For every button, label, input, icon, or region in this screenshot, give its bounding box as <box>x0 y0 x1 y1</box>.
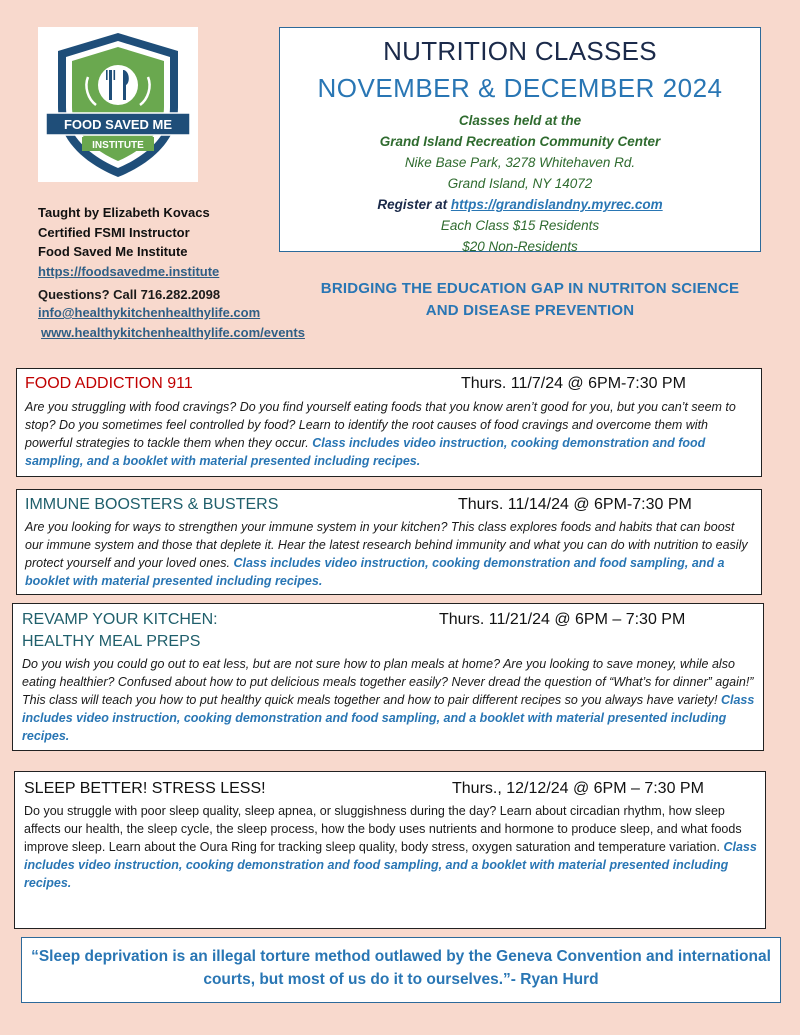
address-line-2: Grand Island, NY 14072 <box>447 176 593 191</box>
tagline <box>270 278 790 322</box>
class-description-text: Are you struggling with food cravings? Do you find yourself eating foods that you know aren’t good for you, but you can’t seem to stop? Do you sometimes feel controlled by food? Learn to identify the root causes of food cravings and overcome them with powerful strategies to tackle them when they occur. <box>25 400 736 450</box>
venue-info <box>280 110 760 257</box>
class-description-text: Are you looking for ways to strengthen your immune system in your kitchen? This class explores foods and habits that can boost our immune system and those that deplete it. Hear the latest research behind immunity and what you can do with nutrition to easily protect yourself and your loved ones. <box>25 520 748 570</box>
price-non-residents: $20 Non-Residents <box>462 239 578 254</box>
venue-name: Grand Island Recreation Community Center <box>379 134 661 149</box>
address-line-1: Nike Base Park, 3278 Whitehaven Rd. <box>404 155 636 170</box>
class-description-text: Do you struggle with poor sleep quality, sleep apnea, or sluggishness during the day? Learn about circadian rhythm, how sleep affects our health, the sleep cycle, the sleep process, how the body uses nutrients and hormone to produce sleep, and what foods improve sleep. Learn about the Oura Ring for tracking sleep quality, body stress, oxygen saturation and temperature variation. <box>24 804 742 854</box>
tagline-line-1: BRIDGING THE EDUCATION GAP IN NUTRITON SCIENCE <box>320 280 740 297</box>
class-title: IMMUNE BOOSTERS & BUSTERS <box>25 496 279 513</box>
food-saved-me-logo <box>38 27 198 182</box>
svg-text:FOOD SAVED ME: FOOD SAVED ME <box>63 117 173 132</box>
class-card-revamp-kitchen <box>12 603 764 751</box>
tagline-line-2: AND DISEASE PREVENTION <box>425 302 635 319</box>
svg-text:INSTITUTE: INSTITUTE <box>92 140 144 151</box>
held-at: Classes held at the <box>458 113 582 128</box>
class-card-sleep-better <box>14 771 766 929</box>
quote-author: - Ryan Hurd <box>510 971 599 988</box>
class-date: Thurs. 11/14/24 @ 6PM-7:30 PM <box>458 496 692 513</box>
class-description <box>25 518 755 590</box>
email-link[interactable]: info@healthykitchenhealthylife.com <box>38 305 261 320</box>
class-description-text: Do you wish you could go out to eat less, but are not sure how to plan meals at home? Are you looking to save money, while also eating healthier? Confused about how to put delicious meals together easily? Never dread the question of “What’s for dinner” again!” This class will teach you how to put healthy quick meals together and how to pair different recipes so you always have variety! <box>22 657 754 707</box>
events-link[interactable]: www.healthykitchenhealthylife.com/events <box>41 325 305 340</box>
page-dates: NOVEMBER & DECEMBER 2024 <box>317 73 723 103</box>
class-title: SLEEP BETTER! STRESS LESS! <box>24 780 266 797</box>
class-includes: Class includes video instruction, cooking demonstration and food sampling, and a booklet with material presented including recipes. <box>25 556 725 588</box>
instructor-info <box>38 203 298 305</box>
class-description <box>22 655 758 745</box>
quote-text: “Sleep deprivation is an illegal torture method outlawed by the Geneva Convention and international courts, but most of us do it to ourselves.” <box>31 948 771 988</box>
instructor-cert: Certified FSMI Instructor <box>38 224 190 240</box>
class-description <box>24 802 762 892</box>
class-includes: Class includes video instruction, cooking demonstration and food sampling, and a booklet with material presented including recipes. <box>22 693 755 743</box>
class-title-line-2: HEALTHY MEAL PREPS <box>22 633 201 650</box>
class-date: Thurs. 11/7/24 @ 6PM-7:30 PM <box>461 375 686 392</box>
class-date: Thurs., 12/12/24 @ 6PM – 7:30 PM <box>452 780 704 797</box>
instructor-org: Food Saved Me Institute <box>38 244 188 259</box>
instructor-name: Taught by Elizabeth Kovacs <box>38 205 210 220</box>
price-residents: Each Class $15 Residents <box>440 218 600 233</box>
page-title: NUTRITION CLASSES <box>383 36 657 66</box>
class-includes: Class includes video instruction, cooking demonstration and food sampling, and a booklet with material presented including recipes. <box>25 436 706 468</box>
class-includes: Class includes video instruction, cooking demonstration and food sampling, and a booklet with material presented including recipes. <box>24 840 757 890</box>
register-link[interactable]: https://grandislandny.myrec.com <box>450 197 663 212</box>
class-title-line-1: REVAMP YOUR KITCHEN: <box>22 611 218 628</box>
quote-box <box>21 937 781 1003</box>
institute-website-link[interactable]: https://foodsavedme.institute <box>38 263 220 279</box>
class-card-immune-boosters <box>16 489 762 595</box>
class-date: Thurs. 11/21/24 @ 6PM – 7:30 PM <box>439 611 686 628</box>
class-card-food-addiction <box>16 368 762 477</box>
header-box <box>279 27 761 252</box>
register-label: Register at <box>377 197 448 212</box>
class-description <box>25 398 751 470</box>
questions-phone: Questions? Call 716.282.2098 <box>38 287 221 302</box>
register-line <box>280 194 760 215</box>
class-title: FOOD ADDICTION 911 <box>25 375 193 392</box>
